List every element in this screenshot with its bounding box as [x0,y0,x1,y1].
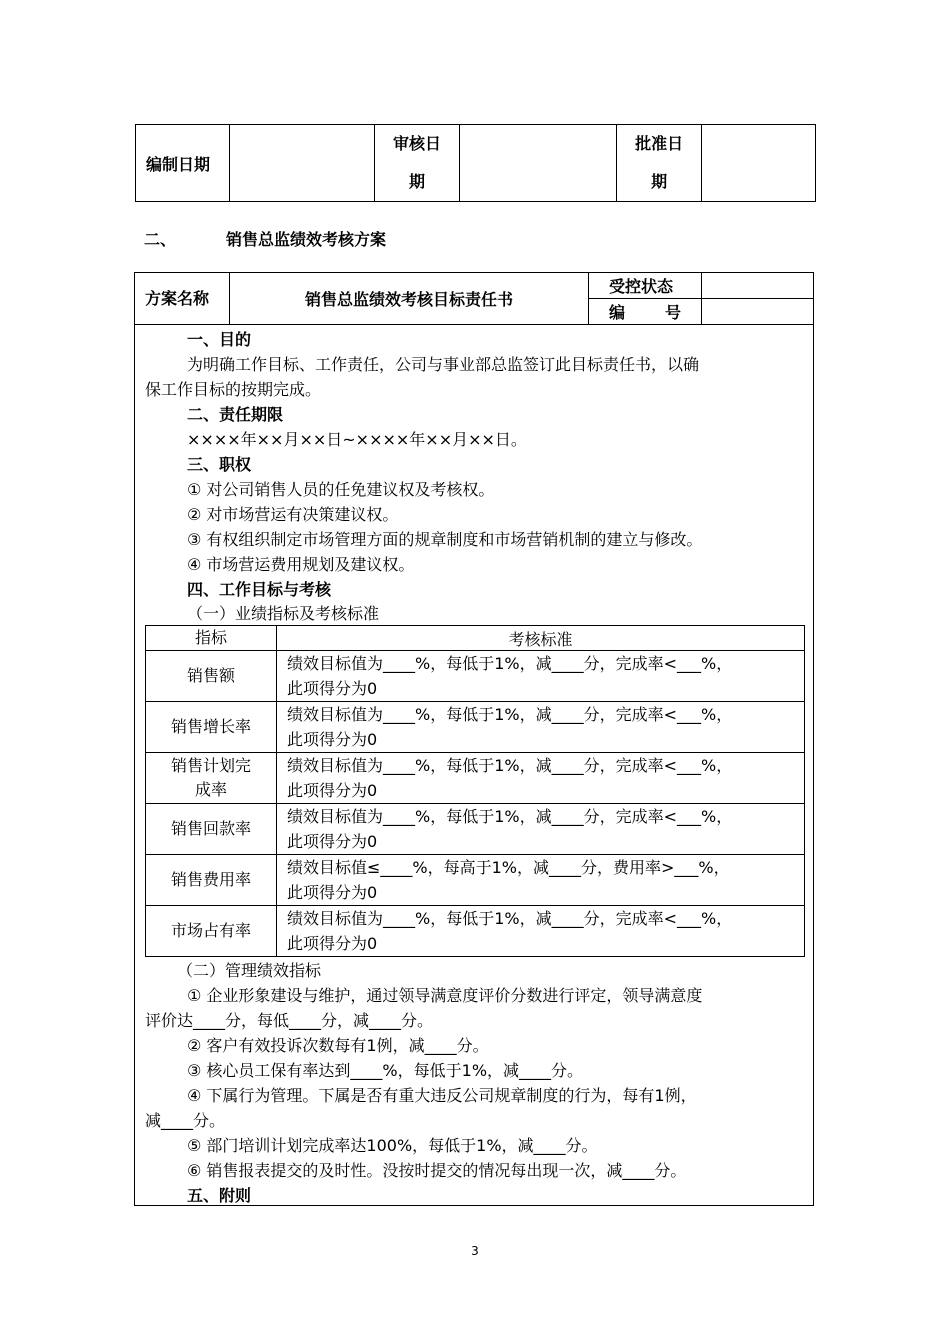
authority-heading: 三、职权 [187,455,252,474]
mgmt-item-1-line-1: ① 企业形象建设与维护，通过领导满意度评价分数进行评定，领导满意度 [187,986,703,1005]
mgmt-item-5: ⑤ 部门培训计划完成率达100%，每低于1%，减____分。 [187,1136,598,1155]
kpi-name-line: 销售计划完 [170,756,251,775]
kpi-criteria-line: 绩效目标值为____%，每低于1%，减____分，完成率<___%， [287,654,733,673]
kpi-name: 销售额 [146,651,277,702]
kpi-header-indicator: 指标 [146,626,277,651]
performance-subheading: （一）业绩指标及考核标准 [187,604,380,623]
kpi-name: 销售增长率 [146,702,277,753]
kpi-criteria-line: 此项得分为0 [287,679,378,698]
kpi-criteria-line: 绩效目标值≤____%，每高于1%，减____分，费用率>___%， [287,858,730,877]
table-row [146,855,805,906]
section-title-text: 销售总监绩效考核方案 [226,230,387,249]
kpi-criteria [277,753,805,804]
compile-date-value [230,125,375,202]
kpi-name-line: 成率 [194,780,227,799]
kpi-criteria [277,651,805,702]
header-vline-2 [588,272,589,324]
authority-item-2: ② 对市场营运有决策建议权。 [187,505,399,524]
approve-date-label-line1: 批准日 [635,134,684,153]
review-date-label [375,125,459,202]
authority-item-4: ④ 市场营运费用规划及建议权。 [187,555,415,574]
kpi-table [145,625,805,957]
page-number: 3 [471,1244,479,1258]
kpi-criteria-line: 绩效目标值为____%，每低于1%，减____分，完成率<___%， [287,705,733,724]
approve-date-label-line2: 期 [651,172,668,191]
kpi-criteria [277,804,805,855]
kpi-name: 销售回款率 [146,804,277,855]
approve-date-label [617,125,701,202]
mgmt-item-6: ⑥ 销售报表提交的及时性。没按时提交的情况每出现一次，减____分。 [187,1161,687,1180]
header-divider [134,324,814,325]
kpi-criteria-line: 此项得分为0 [287,934,378,953]
mgmt-item-4-line-2: 减____分。 [145,1111,226,1130]
kpi-name: 销售费用率 [146,855,277,906]
control-status-label: 受控状态 [609,277,674,296]
table-row [146,651,805,702]
code-label-1: 编 [609,303,626,322]
code-label-2: 号 [665,303,682,322]
kpi-criteria [277,702,805,753]
term-text: ××××年××月××日~××××年××月××日。 [187,430,527,449]
kpi-table-header [146,626,805,651]
purpose-line-2: 保工作目标的按期完成。 [145,380,322,399]
kpi-criteria-line: 此项得分为0 [287,781,378,800]
table-row [146,753,805,804]
approve-date-value [701,125,815,202]
plan-name-value: 销售总监绩效考核目标责任书 [304,290,513,309]
compile-date-label: 编制日期 [136,125,230,202]
review-date-label-line2: 期 [408,172,425,191]
kpi-criteria-line: 绩效目标值为____%，每低于1%，减____分，完成率<___%， [287,909,733,928]
appendix-heading: 五、附则 [187,1186,252,1205]
kpi-criteria-line: 绩效目标值为____%，每低于1%，减____分，完成率<___%， [287,756,733,775]
goals-heading: 四、工作目标与考核 [187,580,332,599]
review-date-label-line1: 审核日 [392,134,441,153]
management-subheading: （二）管理绩效指标 [177,961,322,980]
kpi-criteria-line: 此项得分为0 [287,883,378,902]
table-row [146,702,805,753]
mgmt-item-2: ② 客户有效投诉次数每有1例，减____分。 [187,1036,489,1055]
mgmt-item-4-line-1: ④ 下属行为管理。下属是否有重大违反公司规章制度的行为，每有1例， [187,1086,697,1105]
header-vline-3 [701,272,702,324]
term-heading: 二、责任期限 [187,405,284,424]
purpose-line-1: 为明确工作目标、工作责任，公司与事业部总监签订此目标责任书，以确 [187,355,700,374]
purpose-heading: 一、目的 [187,330,252,349]
table-row [146,804,805,855]
table-row [146,906,805,957]
section-number: 二、 [144,230,177,249]
authority-item-1: ① 对公司销售人员的任免建议权及考核权。 [187,480,495,499]
review-date-value [459,125,617,202]
section-title [144,227,386,250]
plan-name-label: 方案名称 [145,289,210,308]
kpi-name [146,753,277,804]
kpi-criteria [277,906,805,957]
mgmt-item-1-line-2: 评价达____分，每低____分，减____分。 [145,1011,434,1030]
authority-item-3: ③ 有权组织制定市场管理方面的规章制度和市场营销机制的建立与修改。 [187,530,703,549]
kpi-criteria-line: 此项得分为0 [287,832,378,851]
signoff-table [135,124,816,202]
kpi-criteria-line: 绩效目标值为____%，每低于1%，减____分，完成率<___%， [287,807,733,826]
mgmt-item-3: ③ 核心员工保有率达到____%，每低于1%，减____分。 [187,1061,584,1080]
kpi-criteria [277,855,805,906]
kpi-header-standard: 考核标准 [277,626,805,651]
kpi-criteria-line: 此项得分为0 [287,730,378,749]
kpi-name: 市场占有率 [146,906,277,957]
